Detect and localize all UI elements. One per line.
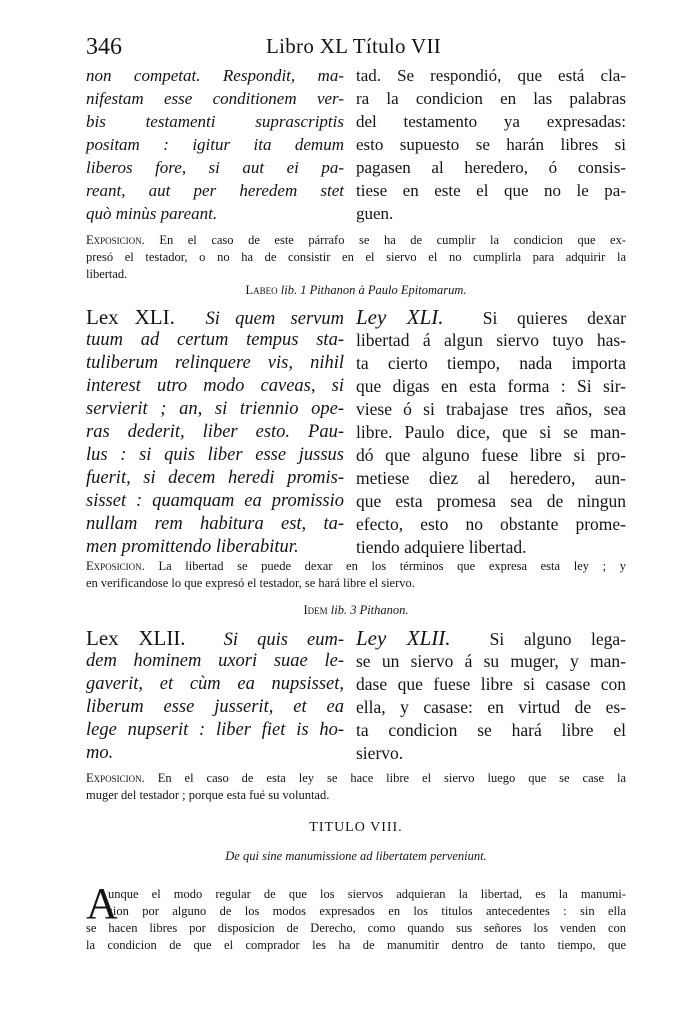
latin-line: quò minùs pareant. <box>86 204 218 223</box>
latin-line: lus : si quis liber esse jussus <box>86 445 344 465</box>
spanish-line: que digas en esta forma : Si sir- <box>356 376 626 396</box>
intro-line: sion por alguno de los modos expresados en los titulos antecedentes : sin ella <box>108 904 626 918</box>
latin-line: tuum ad certum tempus sta- <box>86 330 344 350</box>
exposicion-3 <box>86 770 626 804</box>
latin-line: fuerit, si decem heredi promis- <box>86 468 344 488</box>
exposicion-text: En el caso de esta ley se hace libre el siervo luego que se case la <box>157 771 627 785</box>
latin-line: nullam rem habitura est, ta- <box>86 514 344 534</box>
spanish-line: pagasen al heredero, ó consis- <box>356 158 626 177</box>
intro-paragraph <box>86 879 626 954</box>
exposicion-text: En el caso de este párrafo se ha de cumplir la condicion que ex- <box>159 233 626 247</box>
source-citation-1 <box>86 283 626 298</box>
exposicion-text: en verificandose lo que expresó el testador, se hará libre el siervo. <box>86 576 415 590</box>
ley-heading: Ley XLI. <box>356 305 444 329</box>
exposicion-text: muger del testador ; porque esta fué su voluntad. <box>86 788 330 802</box>
source-author: Labeo <box>245 283 278 297</box>
spanish-line: viese ó si trabajase tres años, sea <box>356 399 626 419</box>
spanish-line: que esta promesa sea de ningun <box>356 491 626 511</box>
lex-heading: Lex XLI. <box>86 305 175 329</box>
page-header <box>86 34 626 64</box>
spanish-line: tiendo adquiere libertad. <box>356 537 527 557</box>
lex-heading: Lex XLII. <box>86 626 186 650</box>
source-author: Idem <box>303 603 328 617</box>
spanish-column-lex42 <box>356 627 626 765</box>
latin-column-1 <box>86 64 344 225</box>
spanish-column-1 <box>356 64 626 225</box>
spanish-line: libre. Paulo dice, que si se man- <box>356 422 626 442</box>
drop-cap: A <box>86 879 118 928</box>
exposicion-2 <box>86 558 626 592</box>
running-head: Libro XL Título VII <box>266 34 442 58</box>
spanish-line: se un siervo á su muger, y man- <box>356 651 626 671</box>
exposicion-text: presó el testador, o no ha de consistir en el siervo el no cumplirla para adquirir la <box>86 250 626 264</box>
spanish-line: tad. Se respondió, que está cla- <box>356 66 626 85</box>
latin-column-lex41 <box>86 306 344 559</box>
exposicion-1 <box>86 232 626 283</box>
spanish-line: siervo. <box>356 743 404 763</box>
latin-line: nifestam esse conditionem ver- <box>86 89 344 108</box>
exposicion-label: Exposicion. <box>86 233 145 247</box>
spanish-line: ta cierto tiempo, nada importa <box>356 353 626 373</box>
spanish-line: metiese diez al heredero, aun- <box>356 468 626 488</box>
intro-line: se hacen libres por disposicion de Derecho, como quando sus señores los venden con <box>86 921 626 935</box>
spanish-line: esto supuesto se harán libres si <box>356 135 626 154</box>
intro-line: la condicion de que el comprador les ha de manumitir dentro de tanto tiempo, que <box>86 938 626 952</box>
latin-line: men promittendo liberabitur. <box>86 537 299 557</box>
latin-line: interest utro modo caveas, si <box>86 376 344 396</box>
exposicion-label: Exposicion. <box>86 771 145 785</box>
latin-line: mo. <box>86 743 114 763</box>
latin-line: reant, aut per heredem stet <box>86 181 344 200</box>
latin-line: Si quem servum <box>205 309 344 329</box>
latin-line: sisset : quamquam ea promissio <box>86 491 344 511</box>
latin-line: Si quis eum- <box>223 630 344 650</box>
section-subtitle: De qui sine manumissione ad libertatem perveniunt. <box>225 849 487 863</box>
exposicion-label: Exposicion. <box>86 559 145 573</box>
spanish-line: ella, y casase: en virtud de es- <box>356 697 626 717</box>
spanish-line: efecto, esto no obstante prome- <box>356 514 626 534</box>
spanish-line: Si quieres dexar <box>482 308 626 328</box>
latin-line: liberos fore, si aut ei pa- <box>86 158 344 177</box>
page-number: 346 <box>86 34 122 60</box>
source-text: lib. 3 Pithanon. <box>330 603 409 617</box>
spanish-line: ta condicion se hará libre el <box>356 720 626 740</box>
latin-line: bis testamenti suprascriptis <box>86 112 344 131</box>
spanish-line: dase que fuese libre si casase con <box>356 674 626 694</box>
latin-line: positam : igitur ita demum <box>86 135 344 154</box>
spanish-line: Si alguno lega- <box>489 629 626 649</box>
spanish-line: dó que alguno fuese libre si pro- <box>356 445 626 465</box>
spanish-line: tiese en este el que no le pa- <box>356 181 626 200</box>
source-text: lib. 1 Pithanon à Paulo Epitomarum. <box>280 283 467 297</box>
spanish-column-lex41 <box>356 306 626 559</box>
intro-line: unque el modo regular de que los siervos adquieran la libertad, es la manumi- <box>108 887 626 901</box>
ley-heading: Ley XLII. <box>356 626 451 650</box>
latin-column-lex42 <box>86 627 344 765</box>
exposicion-text: La libertad se puede dexar en los términos que expresa esta ley ; y <box>158 559 627 573</box>
latin-line: dem hominem uxori suae le- <box>86 651 344 671</box>
latin-line: gaverit, et cùm ea nupsisset, <box>86 674 344 694</box>
latin-line: liberum esse jusserit, et ea <box>86 697 344 717</box>
latin-line: lege nupserit : liber fiet is ho- <box>86 720 344 740</box>
latin-line: non competat. Respondit, ma- <box>86 66 344 85</box>
spanish-line: ra la condicion en las palabras <box>356 89 626 108</box>
section-heading: TITULO VIII. <box>309 820 403 835</box>
spanish-line: guen. <box>356 204 394 223</box>
source-citation-2 <box>86 603 626 618</box>
latin-line: ras dederit, liber esto. Pau- <box>86 422 344 442</box>
latin-line: tuliberum relinquere vis, nihil <box>86 353 344 373</box>
spanish-line: libertad á algun siervo tuyo has- <box>356 330 626 350</box>
latin-line: servierit ; an, si triennio ope- <box>86 399 344 419</box>
spanish-line: del testamento ya expresadas: <box>356 112 626 131</box>
exposicion-text: libertad. <box>86 267 128 281</box>
